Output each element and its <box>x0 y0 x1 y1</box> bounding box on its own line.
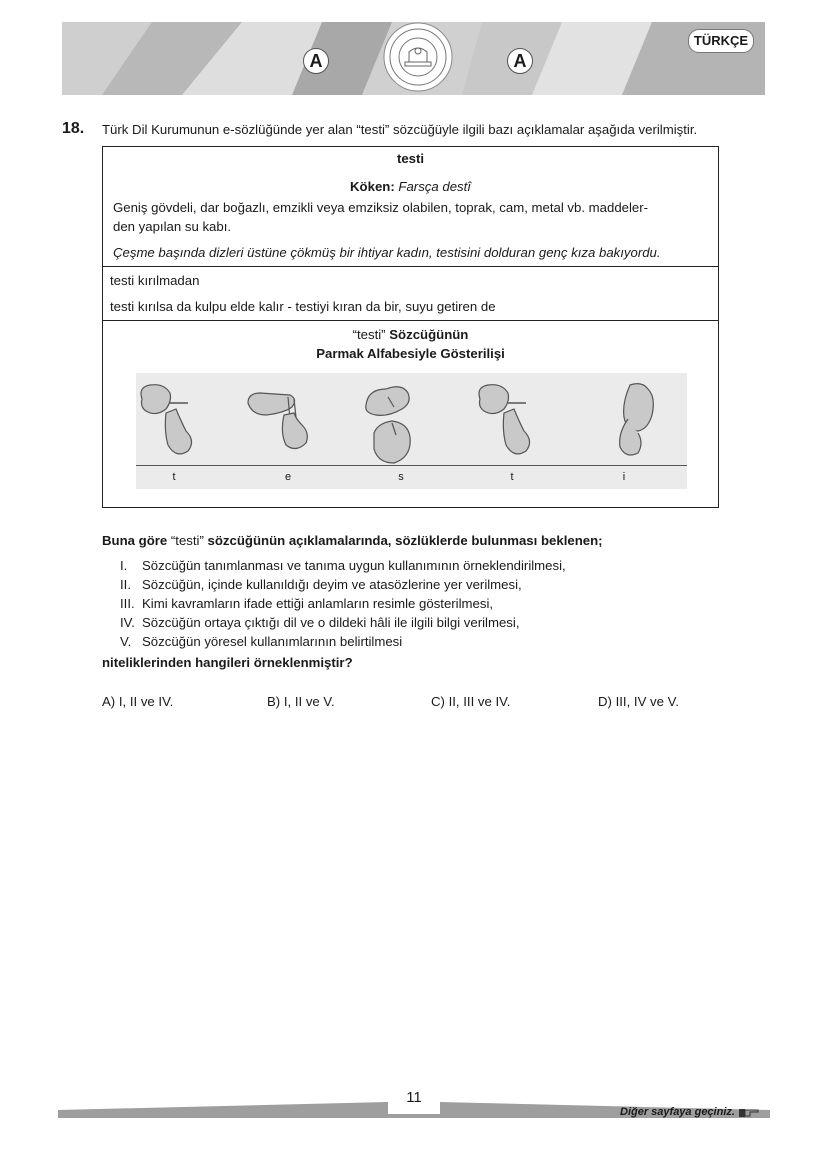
question-closing: niteliklerinden hangileri örneklenmiştir? <box>102 655 353 670</box>
choice-d[interactable]: D) III, IV ve V. <box>598 694 679 709</box>
ministry-seal <box>383 22 453 92</box>
pointing-hand-icon <box>738 1107 760 1118</box>
statement-text: Sözcüğün tanımlanması ve tanıma uygun kullanımının örneklendirilmesi, <box>142 558 566 573</box>
question-stem: Türk Dil Kurumunun e-sözlüğünde yer alan “testi” sözcüğüyle ilgili bazı açıklamalar aşağıda verilmiştir. <box>102 122 698 137</box>
finger-alphabet-illustration <box>136 373 687 489</box>
subject-label: TÜRKÇE <box>688 29 754 53</box>
statement-text: Sözcüğün, içinde kullanıldığı deyim ve atasözlerine yer verilmesi, <box>142 577 522 592</box>
hand-sign-e-icon <box>244 379 314 463</box>
letter-label: e <box>284 471 292 483</box>
finger-title-quote: “testi” <box>352 327 386 342</box>
statement-text: Sözcüğün yöresel kullanımlarının belirtilmesi <box>142 634 403 649</box>
entry-definition-section <box>103 147 718 267</box>
idiom-2: testi kırılsa da kulpu elde kalır - testiyi kıran da bir, suyu getiren de <box>110 299 496 314</box>
origin-value: Farsça destî <box>398 179 471 194</box>
choice-c[interactable]: C) II, III ve IV. <box>431 694 511 709</box>
statement-text: Sözcüğün ortaya çıktığı dil ve o dildeki hâli ile ilgili bilgi verilmesi, <box>142 615 520 630</box>
idiom-1: testi kırılmadan <box>110 273 200 288</box>
page-number: 11 <box>406 1089 422 1106</box>
prompt-rest: sözcüğünün açıklamalarında, sözlüklerde bulunması beklenen; <box>207 533 603 548</box>
letter-label: i <box>622 471 626 483</box>
finger-alphabet-section <box>103 321 718 507</box>
next-page-text: Diğer sayfaya geçiniz. <box>620 1106 735 1118</box>
dictionary-entry-box <box>102 146 719 508</box>
prompt-lead: Buna göre <box>102 533 168 548</box>
usage-example: Çeşme başında dizleri üstüne çökmüş bir ihtiyar kadın, testisini dolduran genç kıza bakıyordu. <box>113 245 661 260</box>
prompt-quote: “testi” <box>170 533 204 548</box>
hand-sign-t-icon <box>474 379 544 463</box>
entry-origin <box>103 179 718 194</box>
letter-baseline <box>136 465 687 466</box>
page-header <box>62 22 765 95</box>
booklet-badge-left: A <box>303 48 329 74</box>
definition-line-2: den yapılan su kabı. <box>113 219 232 234</box>
finger-title-line-2: Parmak Alfabesiyle Gösterilişi <box>316 346 505 361</box>
letter-label: t <box>510 471 514 483</box>
definition-line-1: Geniş gövdeli, dar boğazlı, emzikli veya emziksiz olabilen, toprak, cam, metal vb. maddeler- <box>113 200 649 215</box>
finger-title-word: Sözcüğünün <box>389 327 469 342</box>
statement-numeral: III. <box>120 596 135 611</box>
statement-numeral: II. <box>120 577 131 592</box>
statement-numeral: I. <box>120 558 128 573</box>
choice-b[interactable]: B) I, II ve V. <box>267 694 335 709</box>
entry-idiom-section <box>103 267 718 321</box>
statement-item <box>120 632 566 651</box>
statement-numeral: V. <box>120 634 132 649</box>
next-page-note <box>620 1106 760 1118</box>
statement-numeral: IV. <box>120 615 135 630</box>
question-prompt <box>102 533 603 548</box>
statement-list <box>120 556 566 651</box>
finger-title-line-1 <box>103 327 718 342</box>
question-number: 18. <box>62 120 85 137</box>
statement-item <box>120 575 566 594</box>
letter-label: s <box>398 471 404 483</box>
statement-item <box>120 556 566 575</box>
statement-item <box>120 613 566 632</box>
origin-label: Köken: <box>350 179 395 194</box>
statement-item <box>120 594 566 613</box>
statement-text: Kimi kavramların ifade ettiği anlamların resimle gösterilmesi, <box>142 596 494 611</box>
entry-headword: testi <box>396 151 425 166</box>
hand-sign-t-icon <box>136 379 206 463</box>
choice-a[interactable]: A) I, II ve IV. <box>102 694 174 709</box>
letter-label: t <box>172 471 176 483</box>
hand-sign-i-icon <box>608 379 668 463</box>
booklet-badge-right: A <box>507 48 533 74</box>
hand-sign-s-icon <box>358 379 428 469</box>
